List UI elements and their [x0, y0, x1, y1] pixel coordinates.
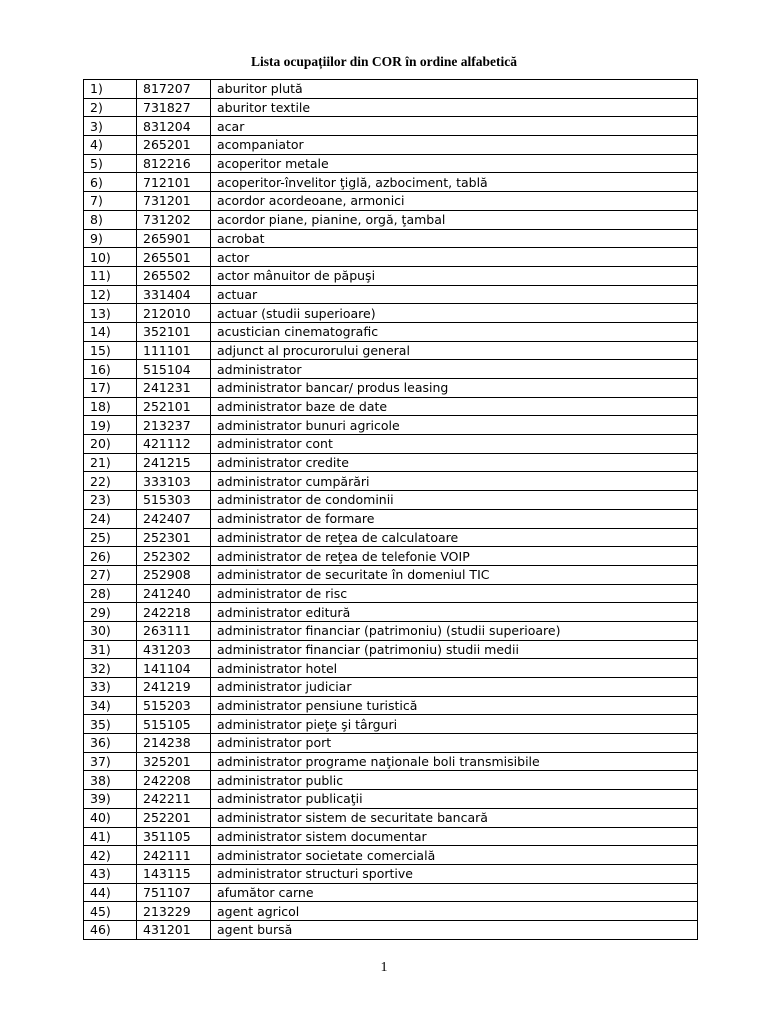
row-number-cell: 36)	[84, 734, 137, 753]
row-number-cell: 30)	[84, 621, 137, 640]
row-number-cell: 18)	[84, 397, 137, 416]
table-row	[84, 734, 698, 753]
cor-code-cell: 242111	[137, 846, 211, 865]
cor-code-cell: 352101	[137, 322, 211, 341]
table-row	[84, 808, 698, 827]
row-number-cell: 20)	[84, 435, 137, 454]
cor-code-cell: 265502	[137, 266, 211, 285]
cor-code-cell: 212010	[137, 304, 211, 323]
cor-code-cell: 252302	[137, 547, 211, 566]
cor-code-cell: 751107	[137, 883, 211, 902]
cor-code-cell: 213237	[137, 416, 211, 435]
row-number-cell: 17)	[84, 379, 137, 398]
table-row	[84, 509, 698, 528]
occupation-name-cell: agent agricol	[211, 902, 698, 921]
table-row	[84, 678, 698, 697]
occupation-name-cell: administrator financiar (patrimoniu) studii medii	[211, 640, 698, 659]
table-row	[84, 453, 698, 472]
cor-code-cell: 263111	[137, 621, 211, 640]
row-number-cell: 35)	[84, 715, 137, 734]
occupation-name-cell: administrator pieţe şi târguri	[211, 715, 698, 734]
row-number-cell: 39)	[84, 790, 137, 809]
table-row	[84, 379, 698, 398]
cor-code-cell: 241231	[137, 379, 211, 398]
occupations-table	[83, 79, 698, 940]
occupation-name-cell: actor mânuitor de păpuşi	[211, 266, 698, 285]
table-row	[84, 248, 698, 267]
cor-code-cell: 252101	[137, 397, 211, 416]
occupation-name-cell: acordor piane, pianine, orgă, ţambal	[211, 210, 698, 229]
cor-code-cell: 831204	[137, 117, 211, 136]
cor-code-cell: 252201	[137, 808, 211, 827]
occupation-name-cell: aburitor textile	[211, 98, 698, 117]
occupation-name-cell: agent bursă	[211, 920, 698, 939]
table-row	[84, 117, 698, 136]
table-row	[84, 192, 698, 211]
table-row	[84, 902, 698, 921]
cor-code-cell: 515105	[137, 715, 211, 734]
occupation-name-cell: administrator bancar/ produs leasing	[211, 379, 698, 398]
row-number-cell: 45)	[84, 902, 137, 921]
occupation-name-cell: administrator cont	[211, 435, 698, 454]
table-row	[84, 416, 698, 435]
occupation-name-cell: administrator financiar (patrimoniu) (studii superioare)	[211, 621, 698, 640]
occupation-name-cell: administrator	[211, 360, 698, 379]
table-row	[84, 173, 698, 192]
row-number-cell: 9)	[84, 229, 137, 248]
cor-code-cell: 731827	[137, 98, 211, 117]
table-row	[84, 752, 698, 771]
table-row	[84, 210, 698, 229]
table-row	[84, 883, 698, 902]
row-number-cell: 6)	[84, 173, 137, 192]
table-row	[84, 341, 698, 360]
table-row	[84, 360, 698, 379]
occupation-name-cell: actor	[211, 248, 698, 267]
row-number-cell: 4)	[84, 136, 137, 155]
occupation-name-cell: administrator hotel	[211, 659, 698, 678]
occupation-name-cell: administrator structuri sportive	[211, 864, 698, 883]
cor-code-cell: 242208	[137, 771, 211, 790]
occupation-name-cell: administrator de risc	[211, 584, 698, 603]
occupation-name-cell: acordor acordeoane, armonici	[211, 192, 698, 211]
cor-code-cell: 817207	[137, 80, 211, 99]
row-number-cell: 3)	[84, 117, 137, 136]
occupation-name-cell: administrator cumpărări	[211, 472, 698, 491]
row-number-cell: 28)	[84, 584, 137, 603]
row-number-cell: 14)	[84, 322, 137, 341]
cor-code-cell: 141104	[137, 659, 211, 678]
occupation-name-cell: actuar (studii superioare)	[211, 304, 698, 323]
table-row	[84, 696, 698, 715]
row-number-cell: 21)	[84, 453, 137, 472]
cor-code-cell: 143115	[137, 864, 211, 883]
row-number-cell: 19)	[84, 416, 137, 435]
occupation-name-cell: administrator de reţea de telefonie VOIP	[211, 547, 698, 566]
occupation-name-cell: administrator baze de date	[211, 397, 698, 416]
occupation-name-cell: administrator public	[211, 771, 698, 790]
table-row	[84, 565, 698, 584]
occupation-name-cell: acustician cinematografic	[211, 322, 698, 341]
cor-code-cell: 265901	[137, 229, 211, 248]
table-row	[84, 136, 698, 155]
cor-code-cell: 515303	[137, 491, 211, 510]
cor-code-cell: 252908	[137, 565, 211, 584]
row-number-cell: 1)	[84, 80, 137, 99]
row-number-cell: 24)	[84, 509, 137, 528]
cor-code-cell: 214238	[137, 734, 211, 753]
row-number-cell: 11)	[84, 266, 137, 285]
row-number-cell: 46)	[84, 920, 137, 939]
row-number-cell: 44)	[84, 883, 137, 902]
table-row	[84, 603, 698, 622]
cor-code-cell: 515104	[137, 360, 211, 379]
table-row	[84, 154, 698, 173]
cor-code-cell: 333103	[137, 472, 211, 491]
row-number-cell: 41)	[84, 827, 137, 846]
cor-code-cell: 712101	[137, 173, 211, 192]
occupation-name-cell: adjunct al procurorului general	[211, 341, 698, 360]
occupation-name-cell: administrator societate comercială	[211, 846, 698, 865]
cor-code-cell: 111101	[137, 341, 211, 360]
table-row	[84, 229, 698, 248]
page-number: 1	[380, 960, 388, 975]
table-row	[84, 491, 698, 510]
occupation-name-cell: actuar	[211, 285, 698, 304]
cor-code-cell: 213229	[137, 902, 211, 921]
table-row	[84, 547, 698, 566]
occupation-name-cell: administrator programe naţionale boli transmisibile	[211, 752, 698, 771]
table-row	[84, 472, 698, 491]
row-number-cell: 22)	[84, 472, 137, 491]
table-row	[84, 846, 698, 865]
table-row	[84, 864, 698, 883]
row-number-cell: 38)	[84, 771, 137, 790]
row-number-cell: 31)	[84, 640, 137, 659]
row-number-cell: 34)	[84, 696, 137, 715]
cor-code-cell: 731202	[137, 210, 211, 229]
occupation-name-cell: administrator credite	[211, 453, 698, 472]
table-row	[84, 304, 698, 323]
row-number-cell: 32)	[84, 659, 137, 678]
row-number-cell: 13)	[84, 304, 137, 323]
occupation-name-cell: administrator sistem documentar	[211, 827, 698, 846]
occupation-name-cell: acoperitor-învelitor ţiglă, azbociment, tablă	[211, 173, 698, 192]
cor-code-cell: 242211	[137, 790, 211, 809]
table-row	[84, 621, 698, 640]
occupation-name-cell: administrator port	[211, 734, 698, 753]
table-row	[84, 920, 698, 939]
occupation-name-cell: administrator de formare	[211, 509, 698, 528]
table-row	[84, 640, 698, 659]
occupation-name-cell: administrator editură	[211, 603, 698, 622]
row-number-cell: 40)	[84, 808, 137, 827]
table-row	[84, 98, 698, 117]
table-row	[84, 435, 698, 454]
cor-code-cell: 242218	[137, 603, 211, 622]
table-row	[84, 80, 698, 99]
occupation-name-cell: administrator de securitate în domeniul TIC	[211, 565, 698, 584]
occupation-name-cell: acar	[211, 117, 698, 136]
cor-code-cell: 431203	[137, 640, 211, 659]
table-row	[84, 285, 698, 304]
table-row	[84, 659, 698, 678]
row-number-cell: 37)	[84, 752, 137, 771]
cor-code-cell: 252301	[137, 528, 211, 547]
cor-code-cell: 325201	[137, 752, 211, 771]
occupation-name-cell: administrator de reţea de calculatoare	[211, 528, 698, 547]
cor-code-cell: 241215	[137, 453, 211, 472]
document-title: Lista ocupațiilor din COR în ordine alfabetică	[250, 54, 518, 69]
row-number-cell: 23)	[84, 491, 137, 510]
table-row	[84, 790, 698, 809]
cor-code-cell: 241240	[137, 584, 211, 603]
table-row	[84, 827, 698, 846]
row-number-cell: 16)	[84, 360, 137, 379]
table-row	[84, 266, 698, 285]
cor-code-cell: 731201	[137, 192, 211, 211]
table-row	[84, 771, 698, 790]
row-number-cell: 29)	[84, 603, 137, 622]
row-number-cell: 10)	[84, 248, 137, 267]
row-number-cell: 8)	[84, 210, 137, 229]
cor-code-cell: 812216	[137, 154, 211, 173]
occupation-name-cell: administrator judiciar	[211, 678, 698, 697]
row-number-cell: 2)	[84, 98, 137, 117]
cor-code-cell: 331404	[137, 285, 211, 304]
occupation-name-cell: administrator pensiune turistică	[211, 696, 698, 715]
occupation-name-cell: administrator de condominii	[211, 491, 698, 510]
cor-code-cell: 431201	[137, 920, 211, 939]
row-number-cell: 27)	[84, 565, 137, 584]
cor-code-cell: 241219	[137, 678, 211, 697]
cor-code-cell: 265501	[137, 248, 211, 267]
cor-code-cell: 351105	[137, 827, 211, 846]
table-row	[84, 584, 698, 603]
occupation-name-cell: administrator publicaţii	[211, 790, 698, 809]
row-number-cell: 26)	[84, 547, 137, 566]
row-number-cell: 7)	[84, 192, 137, 211]
occupation-name-cell: administrator bunuri agricole	[211, 416, 698, 435]
occupation-name-cell: acrobat	[211, 229, 698, 248]
row-number-cell: 25)	[84, 528, 137, 547]
cor-code-cell: 421112	[137, 435, 211, 454]
cor-code-cell: 242407	[137, 509, 211, 528]
cor-code-cell: 515203	[137, 696, 211, 715]
table-row	[84, 715, 698, 734]
row-number-cell: 15)	[84, 341, 137, 360]
occupation-name-cell: administrator sistem de securitate bancară	[211, 808, 698, 827]
occupation-name-cell: acoperitor metale	[211, 154, 698, 173]
row-number-cell: 42)	[84, 846, 137, 865]
cor-code-cell: 265201	[137, 136, 211, 155]
table-row	[84, 397, 698, 416]
row-number-cell: 5)	[84, 154, 137, 173]
row-number-cell: 43)	[84, 864, 137, 883]
row-number-cell: 33)	[84, 678, 137, 697]
occupation-name-cell: aburitor plută	[211, 80, 698, 99]
row-number-cell: 12)	[84, 285, 137, 304]
occupation-name-cell: acompaniator	[211, 136, 698, 155]
table-body	[84, 80, 698, 940]
occupation-name-cell: afumător carne	[211, 883, 698, 902]
table-row	[84, 322, 698, 341]
table-row	[84, 528, 698, 547]
